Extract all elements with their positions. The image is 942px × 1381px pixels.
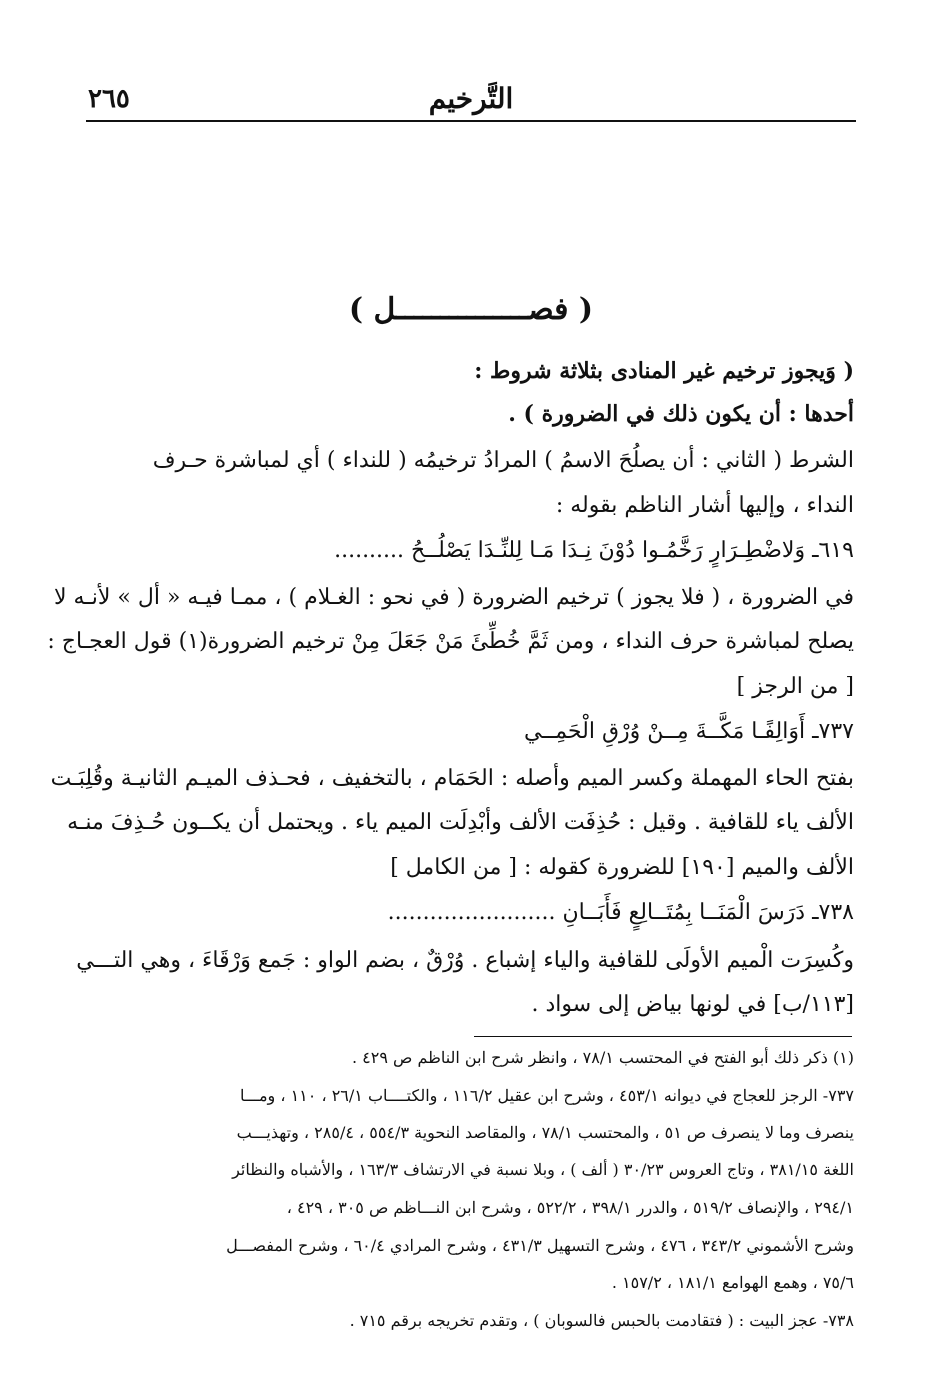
footnote-continuation: اللغة ٣٨١/١٥ ، وتاج العروس ٣٠/٢٣ ( ألف ) ، وبلا نسبة في الارتشاف ١٦٣/٣ ، والأشباه والنظائر bbox=[232, 1160, 854, 1179]
page-number: ٢٦٥ bbox=[88, 84, 130, 114]
footnote-continuation: ٧٥/٦ ، وهمع الهوامع ١٨١/١ ، ١٥٧/٢ . bbox=[611, 1273, 854, 1292]
text-line: أحدها : أن يكون ذلك في الضرورة ) . bbox=[508, 401, 854, 427]
verse-line: ٦١٩ـ وَلاضْطِـرَارٍ رَخَّمُـوا دُوْنَ نِـدَا مَـا لِلنِّـدَا يَصْلُــحُ .......... bbox=[334, 538, 854, 563]
text-line: النداء ، وإليها أشار الناظم بقوله : bbox=[555, 493, 854, 518]
text-line: [١١٣/ب] في لونها بياض إلى سواد . bbox=[531, 992, 854, 1017]
footnote: ٧٣٧- الرجز للعجاج في ديوانه ٤٥٣/١ ، وشرح ابن عقيل ١١٦/٢ ، والكتــــاب ٢٦/١ ، ١١٠ ، ومـــا bbox=[240, 1086, 854, 1105]
verse-line: ٧٣٧ـ أَوَالِفًـا مَكَّــةَ مِــنْ وُرْقِ الْحَمِــي bbox=[523, 719, 854, 744]
text-line: بفتح الحاء المهملة وكسر الميم وأصله : الحَمَام ، بالتخفيف ، فحـذف الميـم الثانيـة وقُلِبَـت bbox=[50, 766, 854, 791]
text-line: الألف والميم [١٩٠] للضرورة كقوله : [ من الكامل ] bbox=[390, 855, 854, 880]
text-line: الألف ياء للقافية . وقيل : حُذِفَت الألف وأبْدِلَت الميم ياء . ويحتمل أن يكــون حُـذِفَ منـه bbox=[67, 810, 854, 835]
running-title: التَّرخيم bbox=[428, 82, 514, 115]
meter-label: [ من الرجز ] bbox=[736, 674, 854, 699]
text-line: في الضرورة ، ( فلا يجوز ) ترخيم الضرورة ( في نحو : الغـلام ) ، ممـا فيـه « أل » لأنـه لا bbox=[53, 585, 854, 610]
section-heading: ( فصـــــــــــــــل ) bbox=[348, 292, 594, 327]
footnote: ٧٣٨- عجز البيت : ( فتقادمت بالحبس فالسوبان ) ، وتقدم تخريجه برقم ٧١٥ . bbox=[349, 1311, 854, 1330]
footnote-continuation: وشرح الأشموني ٣٤٣/٢ ، ٤٧٦ ، وشرح التسهيل ٤٣١/٣ ، وشرح المرادي ٦٠/٤ ، وشرح المفصـــل bbox=[226, 1236, 854, 1255]
footnote-continuation: ينصرف وما لا ينصرف ص ٥١ ، والمحتسب ٧٨/١ ، والمقاصد النحوية ٥٥٤/٣ ، ٢٨٥/٤ ، وتهذيـــب bbox=[236, 1123, 854, 1142]
text-line: وكُسِرَت الْميم الأولَى للقافية والياء إشباع . وُرْقٌ ، بضم الواو : جَمع وَرْقَاءَ ، وهي التـــي bbox=[76, 948, 854, 973]
footnote-rule bbox=[474, 1036, 852, 1037]
text-line: يصلح لمباشرة حرف النداء ، ومن ثَمَّ خُطِّئَ مَنْ جَعَلَ مِنْ ترخيم الضرورة(١) قول العجـاج : bbox=[47, 629, 854, 654]
footnote-continuation: ٢٩٤/١ ، والإنصاف ٥١٩/٢ ، والدرر ٣٩٨/١ ، ٥٢٢/٢ ، وشرح ابن النـــاظم ص ٣٠٥ ، ٤٢٩ ، bbox=[286, 1198, 854, 1217]
text-line: الشرط ( الثاني : أن يصلُحَ الاسمُ ) المرادُ ترخيمُه ( للنداء ) أي لمباشرة حـرف bbox=[152, 448, 854, 473]
header-rule bbox=[86, 120, 856, 122]
text-line: ( وَيجوز ترخيم غير المنادى بثلاثة شروط : bbox=[474, 358, 854, 384]
verse-line: ٧٣٨ـ دَرَسَ الْمَنَــا بِمُتَــالِعٍ فَأَبَــانِ ........................ bbox=[387, 900, 854, 925]
footnote: (١) ذكر ذلك أبو الفتح في المحتسب ٧٨/١ ، وانظر شرح ابن الناظم ص ٤٢٩ . bbox=[351, 1048, 854, 1067]
